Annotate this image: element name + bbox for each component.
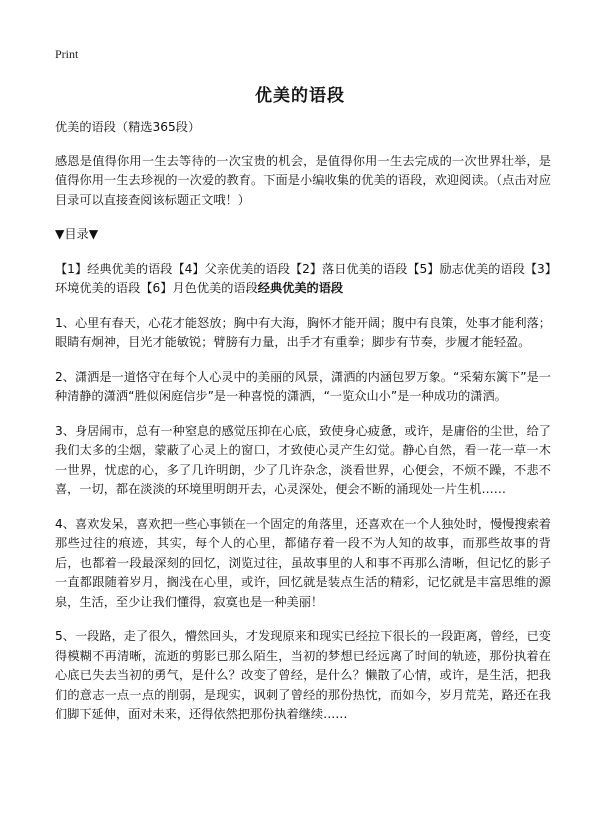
- toc-heading[interactable]: ▼目录▼: [55, 227, 99, 241]
- intro-paragraph: 感恩是值得你用一生去等待的一次宝贵的机会，是值得你用一生去完成的一次世界壮举，是值得你用一生去珍视的一次爱的教育。下面是小编收集的优美的语段，欢迎阅读。（点击对应目录可以直接查阅该标题正文哦！）: [55, 153, 551, 207]
- toc-link-father[interactable]: 【4】父亲优美的语段: [172, 261, 290, 276]
- toc-link-sunset[interactable]: 【2】落日优美的语段: [289, 261, 408, 276]
- list-item: 2、潇洒是一道恪守在每个人心灵中的美丽的风景，潇洒的内涵包罗万象。“采菊东篱下”是一种清静的潇洒“胜似闲庭信步”是一种喜悦的潇洒，“一览众山小”是一种成功的潇洒。: [55, 369, 551, 403]
- page-title: 优美的语段: [255, 86, 345, 106]
- toc-link-environment[interactable]: 【3】环境优美的语段: [55, 261, 551, 295]
- table-of-contents: [55, 260, 551, 299]
- toc-link-moonlight[interactable]: 【6】月色优美的语段: [140, 281, 258, 295]
- print-link[interactable]: Print: [55, 47, 79, 61]
- article-body: [55, 118, 551, 740]
- toc-link-inspiration[interactable]: 【5】励志优美的语段: [407, 261, 525, 276]
- toc-link-classic[interactable]: 【1】经典优美的语段: [55, 261, 173, 276]
- list-item: 1、心里有春天，心花才能怒放；胸中有大海，胸怀才能开阔；腹中有良策，处事才能利落；眼睛有炯神，目光才能敏锐；臂膀有力量，出手才有重拳；脚步有节奏，步履才能轻盈。: [55, 315, 551, 349]
- list-item: 3、身居闹市，总有一种窒息的感觉压抑在心底，致使身心疲惫，或许，是庸俗的尘世，给了我们太多的尘烟，蒙蔽了心灵上的窗口，才致使心灵产生幻觉。静心自然，看一花一草一木一世界，忧虑的心，多了几许明朗，少了几许杂念，淡看世界，心便会，不烦不躁，不悲不喜，一切，都在淡淡的环境里明朗开去，心灵深处，便会不断的涌现处一片生机……: [55, 423, 551, 496]
- list-item: 4、喜欢发呆，喜欢把一些心事锁在一个固定的角落里，还喜欢在一个人独处时，慢慢搜索着那些过往的痕迹，其实，每个人的心里，都储存着一段不为人知的故事，而那些故事的背后，也都着一段最深刻的回忆，浏览过往，虽故事里的人和事不再那么清晰，但记忆的影子一直都跟随着岁月，搁浅在心里，或许，回忆就是装点生活的精彩，记忆就是丰富思维的源泉，生活，至少让我们懂得，寂寞也是一种美丽！: [55, 516, 551, 609]
- article-subtitle: 优美的语段（精选365段）: [55, 120, 201, 134]
- section-heading: 经典优美的语段: [257, 281, 344, 295]
- list-item: 5、一段路，走了很久，懵然回头，才发现原来和现实已经拉下很长的一段距离，曾经，已变得模糊不再清晰，流逝的剪影已那么陌生，当初的梦想已经远离了时间的轨迹，那份执着在心底已失去当初的勇气，是什么？改变了曾经，是什么？懒散了心情，或许，是生活，把我们的意志一点一点的削弱，是现实，讽刺了曾经的那份热忱，而如今，岁月荒芜，路还在我们脚下延伸，面对未来，还得依然把那份执着继续……: [55, 629, 551, 721]
